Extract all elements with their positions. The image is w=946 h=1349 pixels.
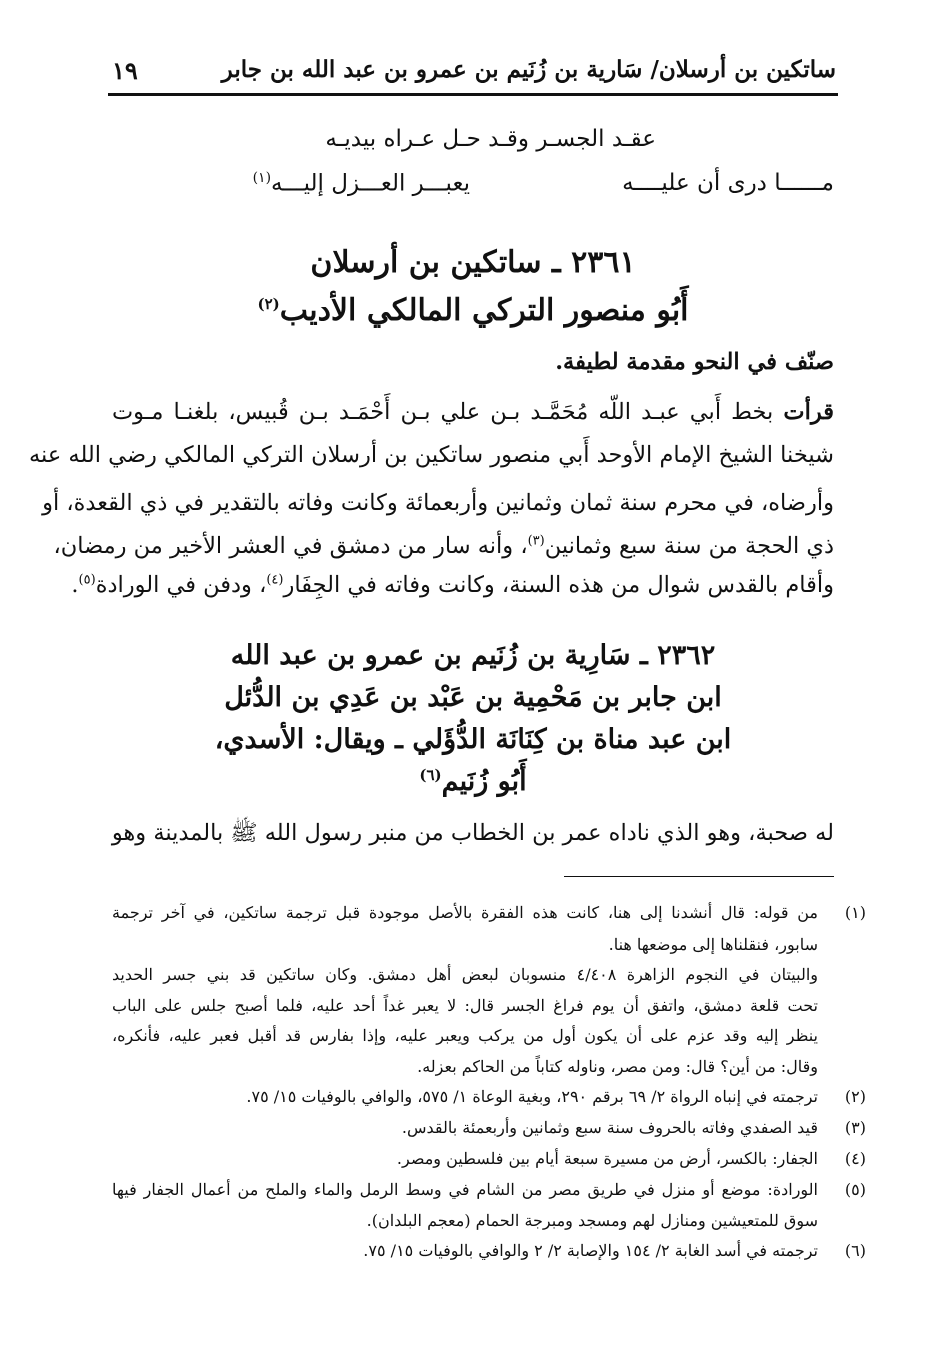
body-line-5-b: ، ودفن في الورادة [95,572,267,598]
footnote-1-number: (١) [844,903,866,922]
body-line-5 [71,572,834,598]
body-line-2: شيخنا الشيخ الإمام الأوحد أَبي منصور ساتكين بن أرسلان التركي المالكي رضي الله عنه [28,442,834,468]
footnote-3-number: (٣) [844,1118,866,1137]
entry-2361-heading: ٢٣٦١ ـ ساتكين بن أرسلان [310,245,636,280]
body-line-1-text: بخط أَبي عبـد اللّه مُحَمَّـد بـن علي بـن أَحْمَـد بـن قُبيس، بلغنـا مـوت [112,399,774,425]
entry-2362-heading-2: ابن جابر بن مَحْمِية بن عَبْد بن عَدِي بن الدُّئل [224,682,722,713]
verse-2-right-text: مــــــا درى أن عليــــه [622,170,834,196]
poem-verse-2-right [622,170,834,196]
entry-2362-heading-1: ٢٣٦٢ ـ سَارِية بن زُنَيم بن عمرو بن عبد الله [230,640,716,671]
footnote-4-number: (٤) [844,1149,866,1168]
footnote-1-line-5: ينظر إليه وقد عزم على أن يكون أول من يركب ويعبر عليه، وإذا بفارس قد أقبل فعبر عليه، فأنكره، [112,1026,818,1045]
poem-verse-1: عقـد الجسـر وقـد حـل عـراه بيديـه [325,126,656,152]
footnote-4-text: الجفار: بالكسر، أرض من مسيرة سبعة أيام بين فلسطين ومصر. [396,1149,818,1168]
footnote-2-number: (٢) [844,1087,866,1106]
footnote-3-text: قيد الصفدي وفاته بالحروف سنة سبع وثمانين وأربعمئة بالقدس. [401,1118,818,1137]
footnote-ref-5: (٥) [78,572,96,588]
footnote-2-text: ترجمته في إنباه الرواة ٢/ ٦٩ برقم ٢٩٠، وبغية الوعاة ١/ ٥٧٥، والوافي بالوفيات ١٥/ ٧٥. [246,1087,818,1106]
footnote-1-line-2: سابور، فنقلناها إلى موضعها هنا. [608,935,818,954]
entry-2361-subheading [150,293,796,328]
page-number: ١٩ [112,56,138,85]
footnote-1-line-6: وقال: من أين؟ قال: ومن مصر، وناوله كتاباً من الحاكم بعزله. [417,1057,818,1076]
entry-2362-kunya: أَبُو زُنَيم [441,766,527,797]
footnote-6-text: ترجمته في أسد الغابة ٢/ ١٥٤ والإصابة ٢/ ٢ والوافي بالوفيات ١٥/ ٧٥. [363,1241,818,1260]
body-line-5-a: وأقام بالقدس شوال من هذه السنة، وكانت وفاته في الجِفَار [283,572,834,598]
footnote-1-line-4: تحت قلعة دمشق، واتفق أن يوم فراغ الجسر قال: لا يعبر غداً أحد عليه، فلما أصبح جلس على الباب [112,996,818,1015]
entry-2361-kunya: أَبُو منصور التركي المالكي الأديب [279,293,689,328]
footnote-ref-2: (٢) [257,295,280,313]
footnote-5-number: (٥) [844,1180,866,1199]
footnote-1-line-3: والبيتان في النجوم الزاهرة ٤/٤٠٨ منسوبان لبعض أهل دمشق. وكان ساتكين قد بني جسر الحديد [112,965,819,984]
footnote-ref-4: (٤) [266,572,284,588]
verse-2-left-text: يعبـــر العـــزل إليـــه [271,170,470,197]
body-line-4-a: ذي الحجة من سنة سبع وثمانين [544,533,834,559]
entry-2362-heading-3: ابن عبد مناة بن كِنَانَة الدُّؤَلي ـ ويقال: الأسدي، [214,724,732,755]
footnote-ref-1: (١) [252,170,272,186]
footnote-5-line-1: الورادة: موضع أو منزل في طريق مصر من الشام في وسط الرمل والماء والملح من أعمال الجفار فيها [112,1180,818,1199]
body-line-4-b: ، وأنه سار من دمشق في العشر الأخير من رمضان، [53,533,528,559]
body-line-4 [53,533,834,559]
running-header-title: ساتكين بن أرسلان/ سَارية بن زُنَيم بن عمرو بن عبد الله بن جابر [221,56,836,83]
footnote-ref-6: (٦) [419,766,442,784]
body-line-1 [112,399,834,425]
footnote-ref-3: (٣) [527,533,545,549]
entry-2362-heading-4 [150,766,796,797]
body-line-3: وأرضاه، في محرم سنة ثمان وثمانين وأربعمائة وكانت وفاته بالتقدير في ذي القعدة، أو [42,490,834,516]
entry-2362-text: له صحبة، وهو الذي ناداه عمر بن الخطاب من منبر رسول الله ﷺ بالمدينة وهو [111,820,834,846]
footnote-6-number: (٦) [844,1241,866,1260]
body-lead-word: قرأت [783,399,834,425]
footnote-1-line-1: من قوله: قال أنشدنا إلى هنا، كانت هذه الفقرة بالأصل موجودة قبل ترجمة ساتكين، في آخر ترجمة [112,903,818,922]
header-rule [108,93,838,96]
body-line-5-c: . [71,572,79,598]
footnote-5-line-2: سوق للمتعيشين ومنازل لهم ومسجد ومبرجة الحمام (معجم البلدان). [366,1211,818,1230]
entry-2361-summary: صنّف في النحو مقدمة لطيفة. [555,349,834,375]
poem-verse-2-left [253,170,470,197]
footnote-separator [564,876,834,877]
